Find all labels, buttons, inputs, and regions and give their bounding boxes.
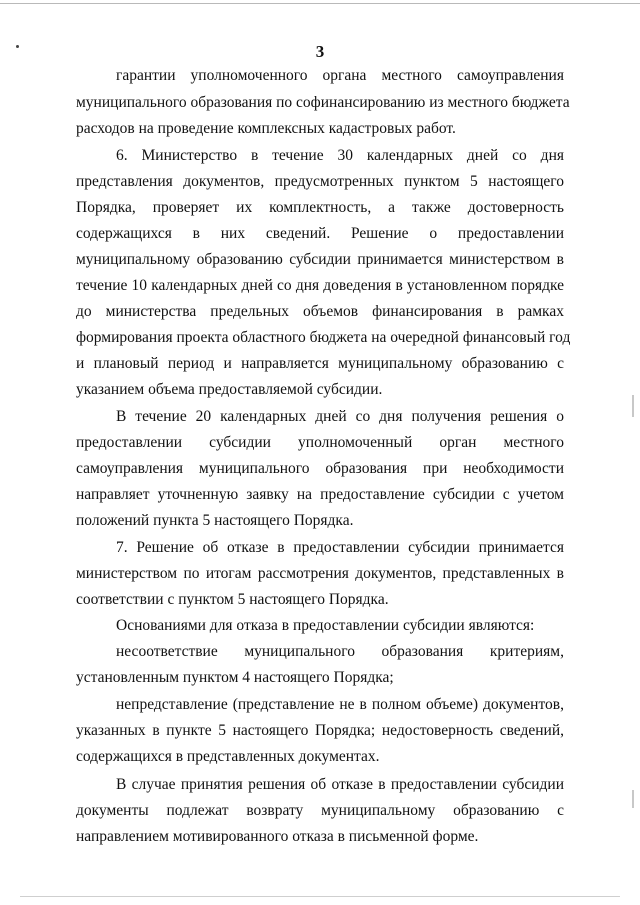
text-line: 7. Решение об отказе в предоставлении субсидии принимается (116, 539, 564, 556)
scan-top-edge (0, 3, 640, 4)
text-line: В течение 20 календарных дней со дня получения решения о (116, 408, 564, 425)
scan-bottom-edge (20, 896, 620, 897)
page-number: 3 (315, 42, 325, 61)
text-line: предоставлении субсидии уполномоченный орган местного (76, 434, 564, 451)
scan-edge-mark (632, 790, 634, 808)
text-line: соответствии с пунктом 5 настоящего Порядка. (76, 591, 389, 608)
text-line: до министерства предельных объемов финансирования в рамках (76, 303, 564, 320)
text-line: положений пункта 5 настоящего Порядка. (76, 512, 354, 529)
text-line: формирования проекта областного бюджета на очередной финансовый год (76, 329, 571, 346)
text-line: 6. Министерство в течение 30 календарных дней со дня (116, 147, 564, 164)
text-line: самоуправления муниципального образования при необходимости (76, 460, 564, 477)
text-line: установленным пунктом 4 настоящего Порядка; (76, 669, 394, 686)
text-line: расходов на проведение комплексных кадастровых работ. (76, 120, 456, 137)
text-line: муниципальному образованию субсидии принимается министерством в (76, 251, 564, 268)
text-line: представления документов, предусмотренных пунктом 5 настоящего (76, 173, 564, 190)
text-line: направляет уточненную заявку на предоставление субсидии с учетом (76, 486, 564, 503)
text-line: Порядка, проверяет их комплектность, а также достоверность (76, 199, 564, 216)
text-line: указанием объема предоставляемой субсидии. (76, 381, 383, 398)
scan-edge-mark (632, 395, 634, 417)
text-line: Основаниями для отказа в предоставлении субсидии являются: (116, 617, 535, 634)
text-line: течение 10 календарных дней со дня доведения в установленном порядке (76, 277, 564, 294)
text-line: направлением мотивированного отказа в письменной форме. (76, 828, 479, 845)
text-line: содержащихся в представленных документах. (76, 748, 380, 765)
text-line: непредставление (представление не в полном объеме) документов, (116, 696, 564, 713)
text-line: муниципального образования по софинансированию из местного бюджета (76, 94, 570, 111)
text-line: В случае принятия решения об отказе в предоставлении субсидии (116, 776, 564, 793)
text-line: документы подлежат возврату муниципальному образованию с (76, 802, 564, 819)
text-line: гарантии уполномоченного органа местного самоуправления (116, 67, 564, 84)
text-line: и плановый период и направляется муниципальному образованию с (76, 355, 564, 372)
text-line: министерством по итогам рассмотрения документов, представленных в (76, 565, 564, 582)
text-line: содержащихся в них сведений. Решение о предоставлении (76, 225, 564, 242)
text-line: указанных в пункте 5 настоящего Порядка; недостоверность сведений, (76, 722, 564, 739)
text-line: несоответствие муниципального образования критериям, (116, 643, 564, 660)
